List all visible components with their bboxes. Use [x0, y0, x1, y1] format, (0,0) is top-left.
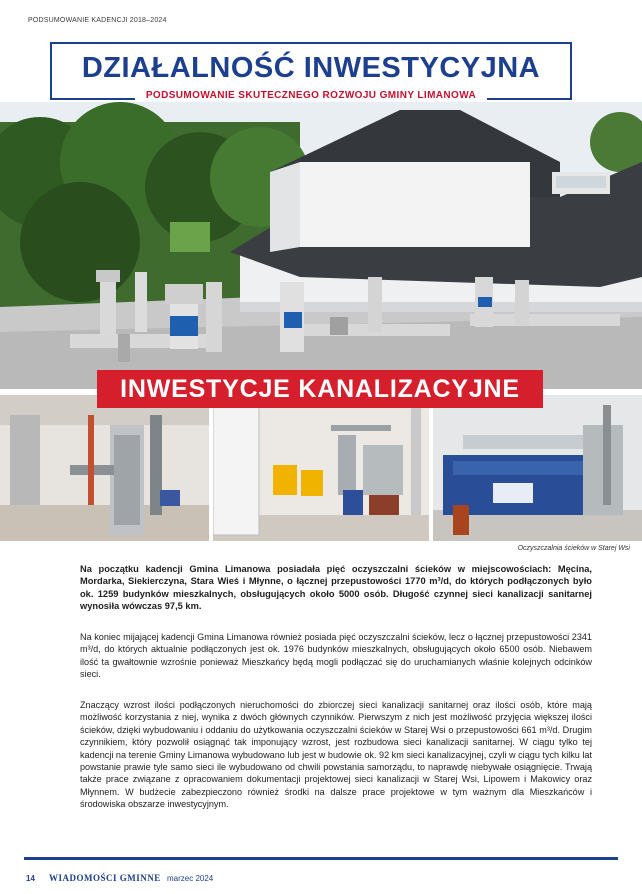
issue-date: marzec 2024: [167, 874, 214, 883]
article-lead: Na początku kadencji Gmina Limanowa posiadała pięć oczyszczalni ścieków w miejscowościach: Męcina, Mordarka, Siekierczyna, Stara Wieś i Młynne, o łącznej przepustowości 1770 m³/d, do których podłączonych było ok. 1259 budynków mieszkalnych, obsługujących około 5000 osób. Długość czynnej sieci kanalizacji sanitarnej wynosiła wówczas 97,5 km.: [80, 564, 592, 612]
interior-photo-middle: [213, 395, 429, 541]
article-paragraph-3: Znaczący wzrost ilości podłączonych nieruchomości do zbiorczej sieci kanalizacji sanitarnej oraz ilości osób, które mają możliwość korzystania z niej, wynika z dwóch głównych czynników. Pierwszym z nich jest możliwość przyjęcia większej ilości ścieków, dzięki wybudowaniu i oddaniu do użytkowania oczyszczalni ścieków w Starej Wsi o przepustowości 661 m³/d. Drugim czynnikiem, który pozwolił osiągnąć tak imponujący wzrost, jest rozbudowa sieci kanalizacji sanitarnej. W ciągu tylko tej kadencji na terenie Gminy Limanowa wybudowano lub jest w budowie ok. 92 km sieci kanalizacyjnej, czyli w ciągu tych kilku lat powstanie prawie tyle samo sieci ile wybudowano od chwili powstania samorządu, to naprawdę niebywałe osiągnięcie. Trwają także prace związane z opracowaniem dokumentacji projektowej sieci kanalizacji w Starej Wsi, Lipowem i Makowicy oraz Młynnem. W budżecie zabezpieczono również środki na dalsze prace projektowe w tym ważnym dla Mieszkańców i środowiska obszarze inwestycyjnym.: [80, 700, 592, 810]
interior-photo-right: [433, 395, 642, 541]
page-number: 14: [26, 874, 35, 883]
footer-divider: [24, 857, 618, 860]
magazine-title: WIADOMOŚCI GMINNE: [49, 873, 161, 883]
article-paragraph-2: Na koniec mijającej kadencji Gmina Limanowa również posiada pięć oczyszczalni ścieków, lecz o łącznej przepustowości 2341 m³/d, do których aktualnie podłączonych jest ok. 1976 budynków mieszkalnych, obsługujących około 6500 osób. Niebawem ilość ta gwałtownie wzrośnie ponieważ Mieszkańcy będą mogli podłączać się do uruchamianych właśnie kolejnych odcinków sieci.: [80, 632, 592, 680]
main-photo: [0, 102, 642, 389]
interior-photo-left: [0, 395, 209, 541]
page-title: DZIAŁALNOŚĆ INWESTYCYJNA: [81, 52, 541, 84]
header-kicker: PODSUMOWANIE KADENCJI 2018–2024: [28, 17, 167, 24]
page-subtitle: PODSUMOWANIE SKUTECZNEGO ROZWOJU GMINY LIMANOWA: [135, 89, 487, 102]
section-banner: INWESTYCJE KANALIZACYJNE: [97, 370, 543, 408]
photo-caption: Oczyszczalnia ścieków w Starej Wsi: [517, 545, 630, 552]
